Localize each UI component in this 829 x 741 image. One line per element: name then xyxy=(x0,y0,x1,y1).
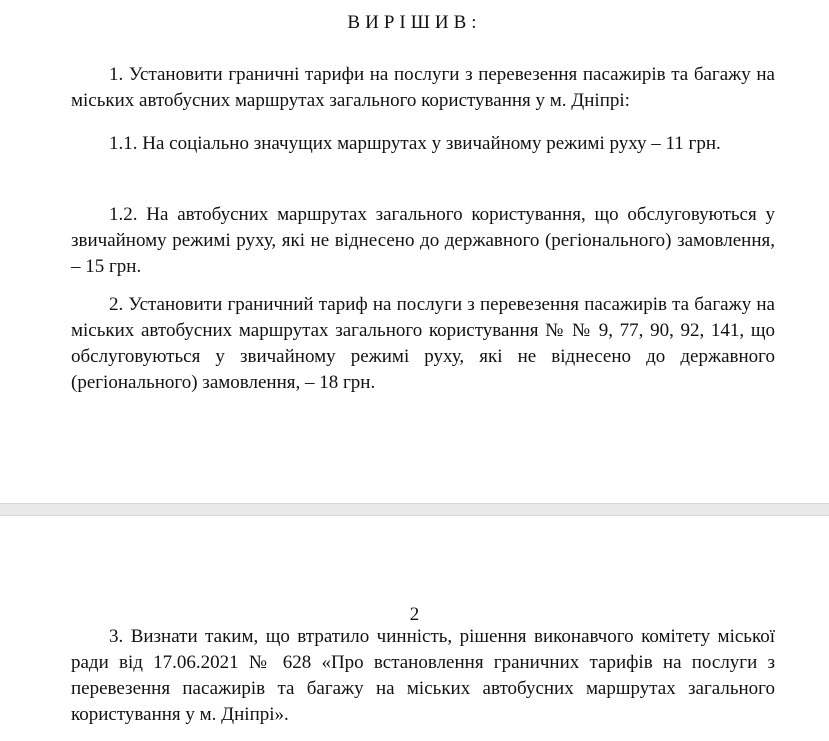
paragraph-item-1-1: 1.1. На соціально значущих маршрутах у звичайному режимі руху – 11 грн. xyxy=(109,133,721,154)
page-number: 2 xyxy=(409,604,420,625)
page-separator xyxy=(0,503,829,516)
resolution-heading: ВИРІШИВ: xyxy=(347,12,482,33)
paragraph-item-1-2: 1.2. На автобусних маршрутах загального користування, що обслуговуються у звичайному режимі руху, які не віднесено до державного (регіонального) замовлення, – 15 грн. xyxy=(71,204,775,277)
document-page-2 xyxy=(0,516,829,741)
paragraph-item-1: 1. Установити граничні тарифи на послуги з перевезення пасажирів та багажу на міських автобусних маршрутах загального користування у м. Дніпрі: xyxy=(71,64,775,111)
paragraph-item-3: 3. Визнати таким, що втратило чинність, рішення виконавчого комітету міської ради від 17.06.2021 № 628 «Про встановлення граничних тарифів на послуги з перевезення пасажирів та багажу на міських автобусних маршрутах загального користування у м. Дніпрі». xyxy=(71,626,775,725)
paragraph-item-2: 2. Установити граничний тариф на послуги з перевезення пасажирів та багажу на міських автобусних маршрутах загального користування № № 9, 77, 90, 92, 141, що обслуговуються у звичайному режимі руху, які не віднесено до державного (регіонального) замовлення, – 18 грн. xyxy=(71,294,775,393)
